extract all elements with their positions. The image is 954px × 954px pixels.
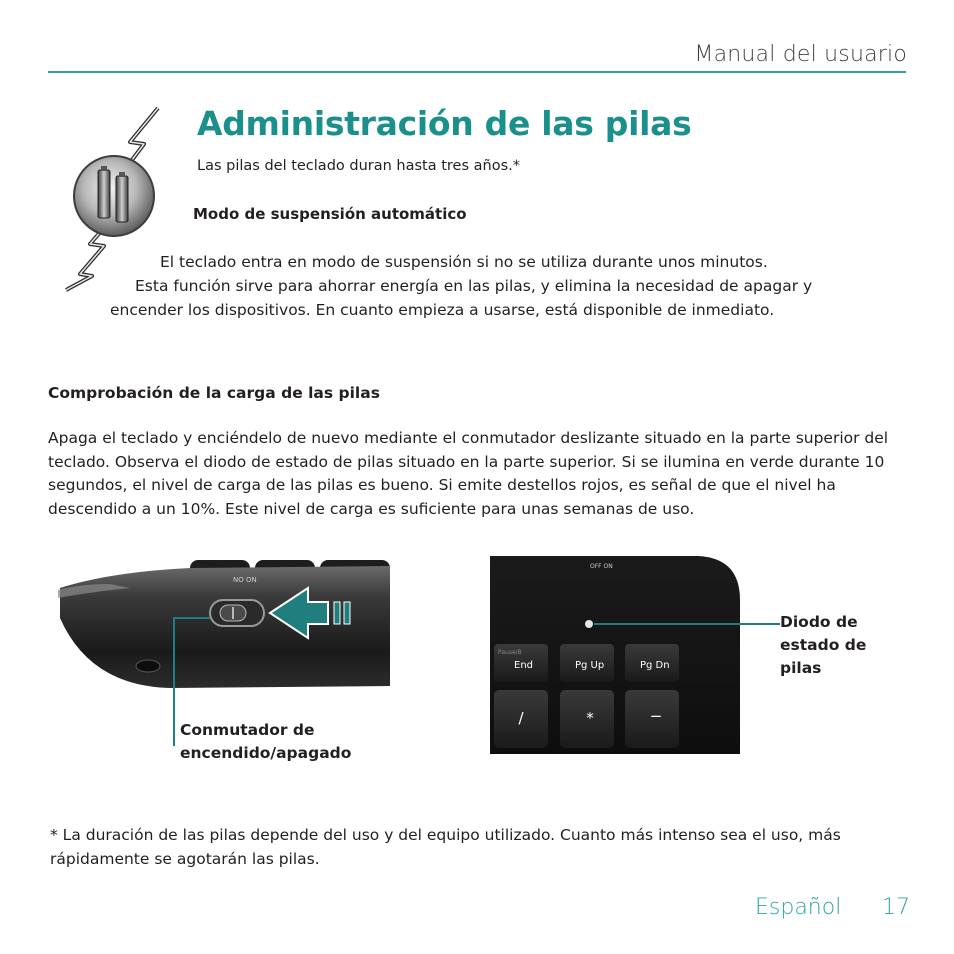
key-pgdn: Pg Dn (640, 660, 670, 671)
device-marking: NO ON (233, 576, 257, 584)
status-led (585, 620, 593, 628)
intro-text: Las pilas del teclado duran hasta tres años.* (197, 158, 521, 174)
key-minus: − (649, 707, 663, 725)
page-title: Administración de las pilas (197, 104, 692, 143)
key-label-pause: Pause/B (498, 649, 522, 656)
key-star: * (586, 709, 594, 727)
key-pgup: Pg Up (575, 660, 605, 671)
switch-marking: OFF ON (590, 563, 613, 570)
callout-status-led: Diodo de estado de pilas (780, 613, 867, 677)
section-body-sleep-mode (110, 250, 900, 322)
body-line: encender los dispositivos. En cuanto empieza a usarse, está disponible de inmediato. (110, 301, 775, 319)
key-end: End (514, 660, 534, 671)
section-heading-battery-check: Comprobación de la carga de las pilas (48, 384, 380, 402)
page-number: 17 (882, 895, 910, 920)
section-heading-sleep-mode: Modo de suspensión automático (193, 205, 467, 223)
header-divider (48, 71, 906, 73)
keyboard-top-illustration (490, 556, 790, 754)
callout-power-switch: Conmutador de encendido/apagado (180, 721, 352, 762)
footer-language: Español (755, 895, 842, 920)
running-header: Manual del usuario (694, 42, 907, 67)
body-line: Esta función sirve para ahorrar energía en las pilas, y elimina la necesidad de apagar y (135, 277, 813, 295)
footnote: * La duración de las pilas depende del uso y del equipo utilizado. Cuanto más intenso sea el uso, más rápidamente se agotarán las pilas. (50, 826, 841, 868)
section-body-battery-check: Apaga el teclado y enciéndelo de nuevo mediante el conmutador deslizante situado en la parte superior del teclado. Observa el diodo de estado de pilas situado en la parte superior. Si se ilumina en verde durante 10 segundos, el nivel de carga de las pilas es bueno. Si emite destellos rojos, es señal de que el nivel ha descendido a un 10%. Este nivel de carga es suficiente para unas semanas de uso. (48, 429, 889, 518)
body-line: El teclado entra en modo de suspensión si no se utiliza durante unos minutos. (160, 253, 768, 271)
key-slash: / (518, 709, 524, 727)
